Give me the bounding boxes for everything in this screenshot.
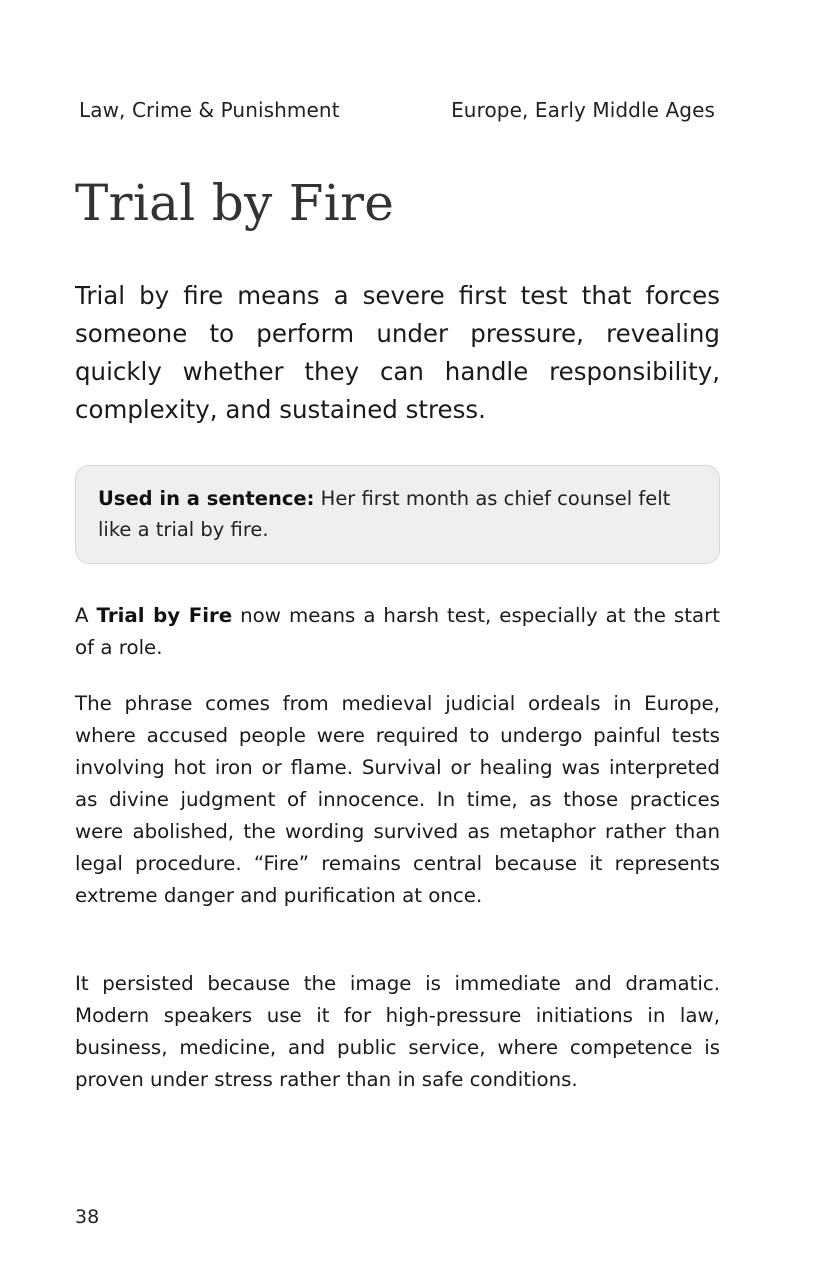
header-region-era: Europe, Early Middle Ages: [451, 98, 715, 122]
origin-paragraph: The phrase comes from medieval judicial ordeals in Europe, where accused people were required to undergo painful tests involving hot iron or flame. Survival or healing was interpreted as divine judgment of innocence. In time, as those practices were abolished, the wording survived as metaphor rather than legal procedure. “Fire” remains central because it represents extreme danger and purification at once.: [75, 692, 720, 907]
example-sentence-box: [75, 465, 720, 564]
usage-paragraph: [75, 600, 720, 664]
term-emphasis: Trial by Fire: [96, 604, 233, 627]
persistence-paragraph: It persisted because the image is immediate and dramatic. Modern speakers use it for high-pressure initiations in law, business, medicine, and public service, where competence is proven under stress rather than in safe conditions.: [75, 972, 720, 1091]
page-number: 38: [75, 1206, 100, 1228]
usage-suffix: now means a harsh test, especially at the start of a role.: [75, 604, 721, 659]
example-text: Her first month as chief counsel felt like a trial by fire.: [98, 487, 671, 541]
header-category: Law, Crime & Punishment: [79, 98, 340, 122]
definition-paragraph: Trial by fire means a severe first test that forces someone to perform under pressure, revealing quickly whether they can handle responsibility, complexity, and sustained stress.: [75, 281, 720, 424]
usage-prefix: A: [75, 604, 97, 627]
example-label: Used in a sentence:: [98, 487, 315, 510]
entry-title: Trial by Fire: [75, 174, 395, 232]
running-header: [79, 97, 715, 123]
